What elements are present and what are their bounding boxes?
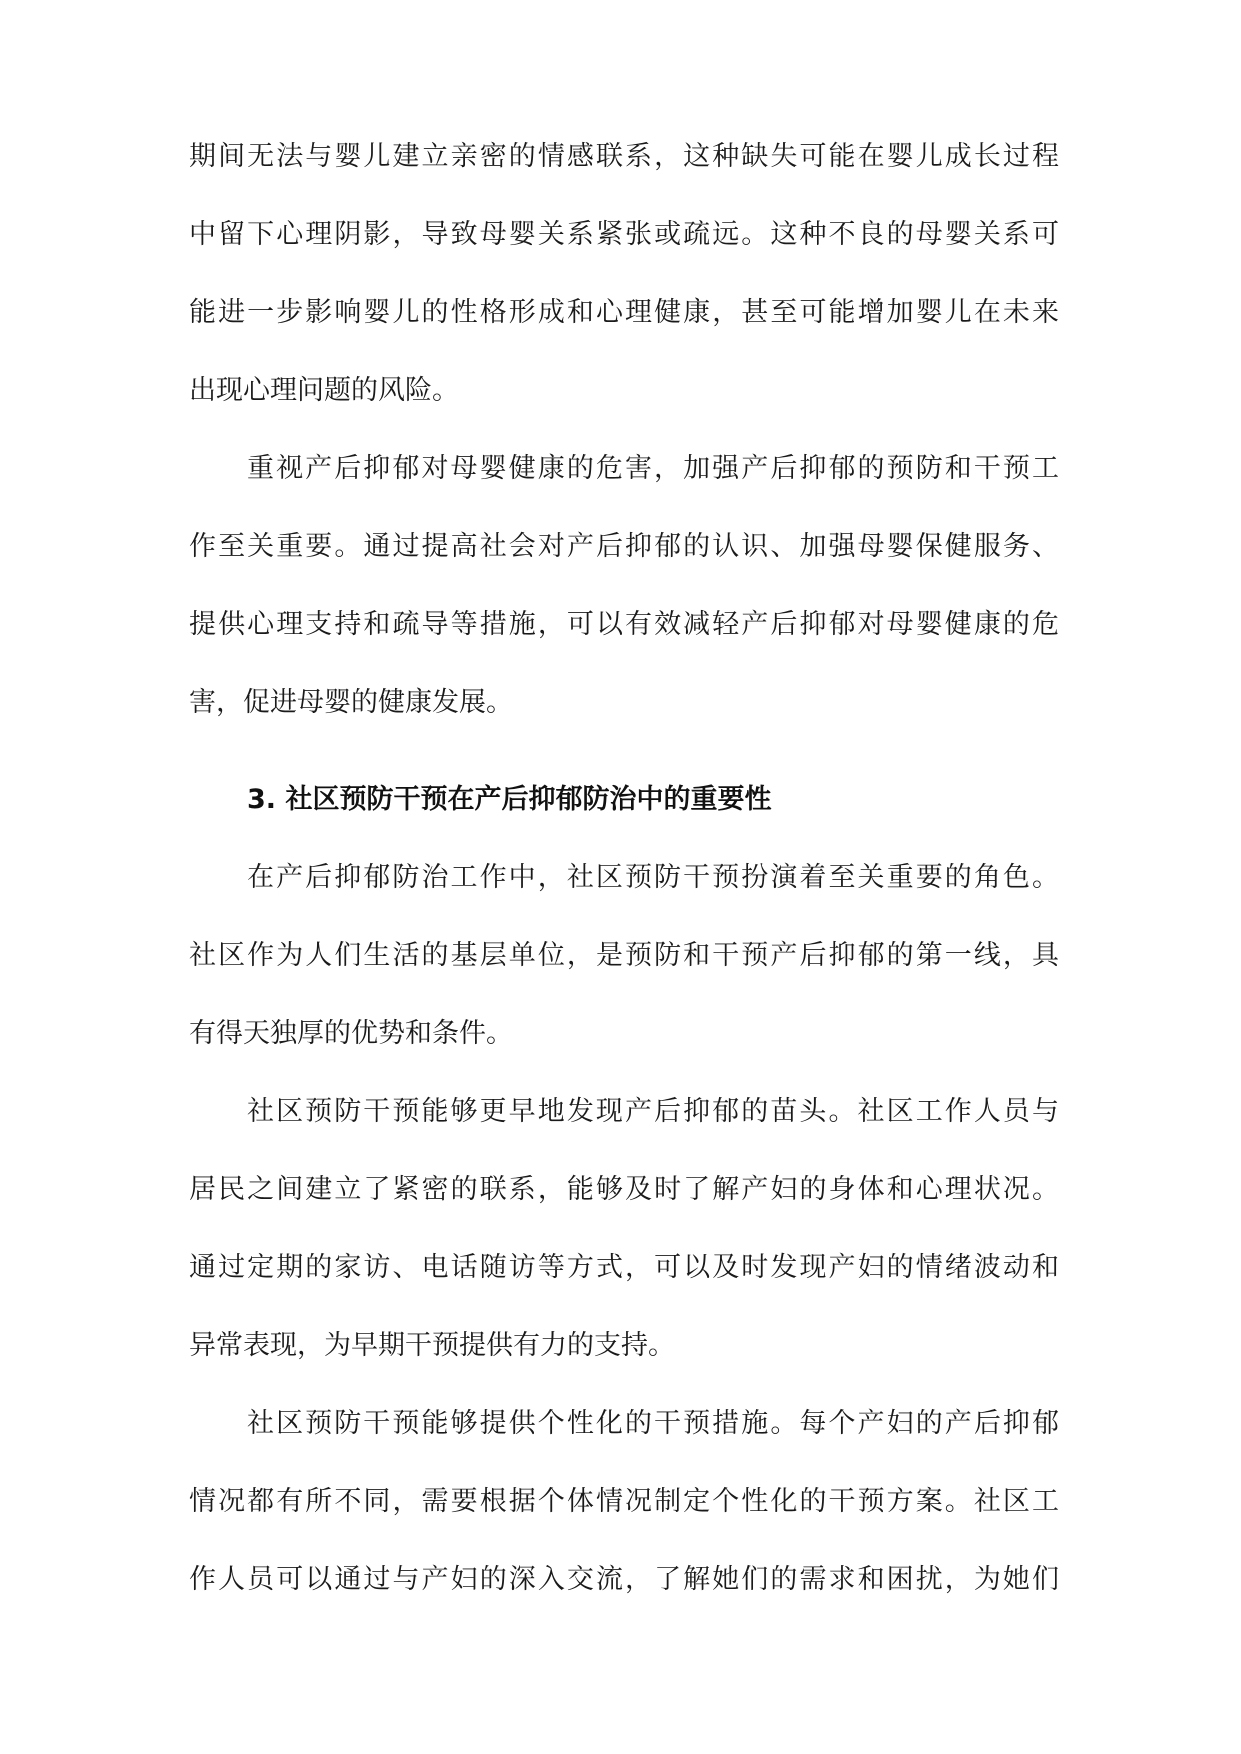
paragraph-line: 异常表现，为早期干预提供有力的支持。 (189, 1330, 675, 1361)
paragraph-line: 提供心理支持和疏导等措施，可以有效减轻产后抑郁对母婴健康的危 (189, 609, 1059, 640)
paragraph-line: 害，促进母婴的健康发展。 (189, 687, 513, 718)
paragraph-line: 出现心理问题的风险。 (189, 375, 459, 406)
paragraph-line: 中留下心理阴影，导致母婴关系紧张或疏远。这种不良的母婴关系可 (189, 219, 1059, 250)
paragraph-line: 社区预防干预能够提供个性化的干预措施。每个产妇的产后抑郁 (247, 1408, 1059, 1439)
paragraph-line: 社区作为人们生活的基层单位，是预防和干预产后抑郁的第一线，具 (189, 940, 1059, 971)
paragraph-line: 在产后抑郁防治工作中，社区预防干预扮演着至关重要的角色。 (247, 862, 1059, 893)
paragraph-line: 有得天独厚的优势和条件。 (189, 1018, 513, 1049)
paragraph-line: 通过定期的家访、电话随访等方式，可以及时发现产妇的情绪波动和 (189, 1252, 1059, 1283)
paragraph-line: 情况都有所不同，需要根据个体情况制定个性化的干预方案。社区工 (189, 1486, 1059, 1517)
section-heading: 3. 社区预防干预在产后抑郁防治中的重要性 (247, 784, 772, 815)
paragraph-line: 能进一步影响婴儿的性格形成和心理健康，甚至可能增加婴儿在未来 (189, 297, 1059, 328)
paragraph-line: 重视产后抑郁对母婴健康的危害，加强产后抑郁的预防和干预工 (247, 453, 1059, 484)
paragraph-line: 社区预防干预能够更早地发现产后抑郁的苗头。社区工作人员与 (247, 1096, 1059, 1127)
paragraph-line: 居民之间建立了紧密的联系，能够及时了解产妇的身体和心理状况。 (189, 1174, 1059, 1205)
paragraph-line: 期间无法与婴儿建立亲密的情感联系，这种缺失可能在婴儿成长过程 (189, 141, 1059, 172)
paragraph-line: 作人员可以通过与产妇的深入交流，了解她们的需求和困扰，为她们 (189, 1564, 1059, 1595)
paragraph-line: 作至关重要。通过提高社会对产后抑郁的认识、加强母婴保健服务、 (189, 531, 1059, 562)
